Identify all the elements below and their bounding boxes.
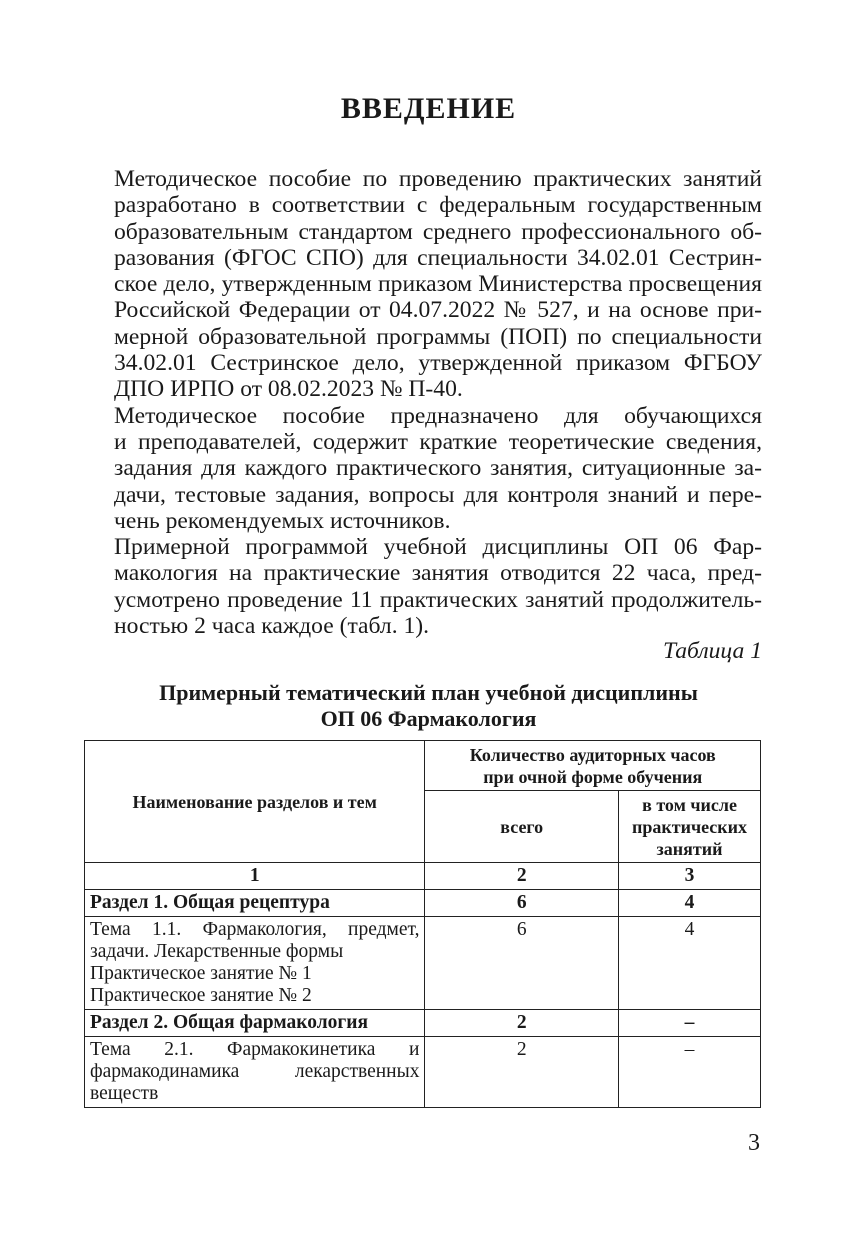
text-line: усмотрено проведение 11 практических занятий продолжитель- xyxy=(114,586,762,613)
header-practical: в том числе практических занятий xyxy=(619,791,761,863)
text-line: образовательным стандартом среднего профессионального об- xyxy=(114,218,762,245)
column-number-row xyxy=(85,863,761,890)
total-hours: 2 xyxy=(425,1037,619,1108)
header-sections-topics: Наименование разделов и тем xyxy=(85,741,425,863)
table-row xyxy=(85,1037,761,1108)
text-line: Российской Федерации от 04.07.2022 № 527, и на основе при- xyxy=(114,297,762,324)
paragraph-1 xyxy=(84,166,762,403)
text-line: задания для каждого практического занятия, ситуационные за- xyxy=(114,455,762,482)
text-line: Методическое пособие предназначено для обучающихся xyxy=(114,402,762,429)
text-line: разования (ФГОС СПО) для специальности 34.02.01 Сестрин- xyxy=(114,244,762,271)
table-row xyxy=(85,890,761,917)
table-header-row xyxy=(85,741,761,791)
text-line: мерной образовательной программы (ПОП) по специальности xyxy=(114,323,762,350)
topic-cell xyxy=(85,917,425,1010)
text-line: Методическое пособие по проведению практических занятий xyxy=(114,166,762,192)
topic-name: Тема 1.1. Фармакология, предмет, задачи. Лекарственные формы xyxy=(90,919,420,962)
text-line: разработано в соответствии с федеральным государственным xyxy=(114,192,762,219)
topic-name: Тема 2.1. Фармакокинетика и фармакодинамика лекарственных веществ xyxy=(90,1039,420,1104)
paragraph-2 xyxy=(84,403,762,534)
text-line: ДПО ИРПО от 08.02.2023 № П-40. xyxy=(114,376,463,403)
practical-lesson: Практическое занятие № 2 xyxy=(90,985,312,1006)
practical-hours: 4 xyxy=(619,917,761,1010)
practical-hours: – xyxy=(619,1037,761,1108)
column-number: 1 xyxy=(85,863,425,890)
text-line: и преподавателей, содержит краткие теоретические сведения, xyxy=(114,428,762,455)
page-heading: ВВЕДЕНИЕ xyxy=(340,92,517,125)
table-row xyxy=(85,917,761,1010)
column-number: 2 xyxy=(425,863,619,890)
page-number: 3 xyxy=(748,1130,760,1156)
table-label: Таблица 1 xyxy=(662,638,762,664)
paragraph-3 xyxy=(84,534,762,639)
text-line: дачи, тестовые задания, вопросы для контроля знаний и пере- xyxy=(114,481,762,508)
topic-cell xyxy=(85,1037,425,1108)
practical-hours: – xyxy=(619,1010,761,1037)
table-caption-line: Примерный тематический план учебной дисциплины xyxy=(159,680,698,705)
text-line: ское дело, утвержденным приказом Министерства просвещения xyxy=(114,271,762,298)
total-hours: 2 xyxy=(425,1010,619,1037)
section-name: Раздел 1. Общая рецептура xyxy=(85,890,425,917)
table-caption-line: ОП 06 Фармакология xyxy=(320,706,537,731)
table-row xyxy=(85,1010,761,1037)
text-line: Примерной программой учебной дисциплины ОП 06 Фар- xyxy=(114,534,762,561)
text-line: 34.02.01 Сестринское дело, утвержденной приказом ФГБОУ xyxy=(114,350,762,377)
header-total: всего xyxy=(425,791,619,863)
section-name: Раздел 2. Общая фармакология xyxy=(85,1010,425,1037)
header-hours-group: Количество аудиторных часов при очной форме обучения xyxy=(425,741,761,791)
text-line: чень рекомендуемых источников. xyxy=(114,507,451,534)
column-number: 3 xyxy=(619,863,761,890)
practical-hours: 4 xyxy=(619,890,761,917)
introduction-body xyxy=(84,166,762,639)
total-hours: 6 xyxy=(425,890,619,917)
table-caption xyxy=(0,680,857,732)
thematic-plan-table xyxy=(84,740,761,1108)
total-hours: 6 xyxy=(425,917,619,1010)
text-line: макология на практические занятия отводится 22 часа, пред- xyxy=(114,560,762,587)
practical-lesson: Практическое занятие № 1 xyxy=(90,963,312,984)
text-line: ностью 2 часа каждое (табл. 1). xyxy=(114,613,430,640)
